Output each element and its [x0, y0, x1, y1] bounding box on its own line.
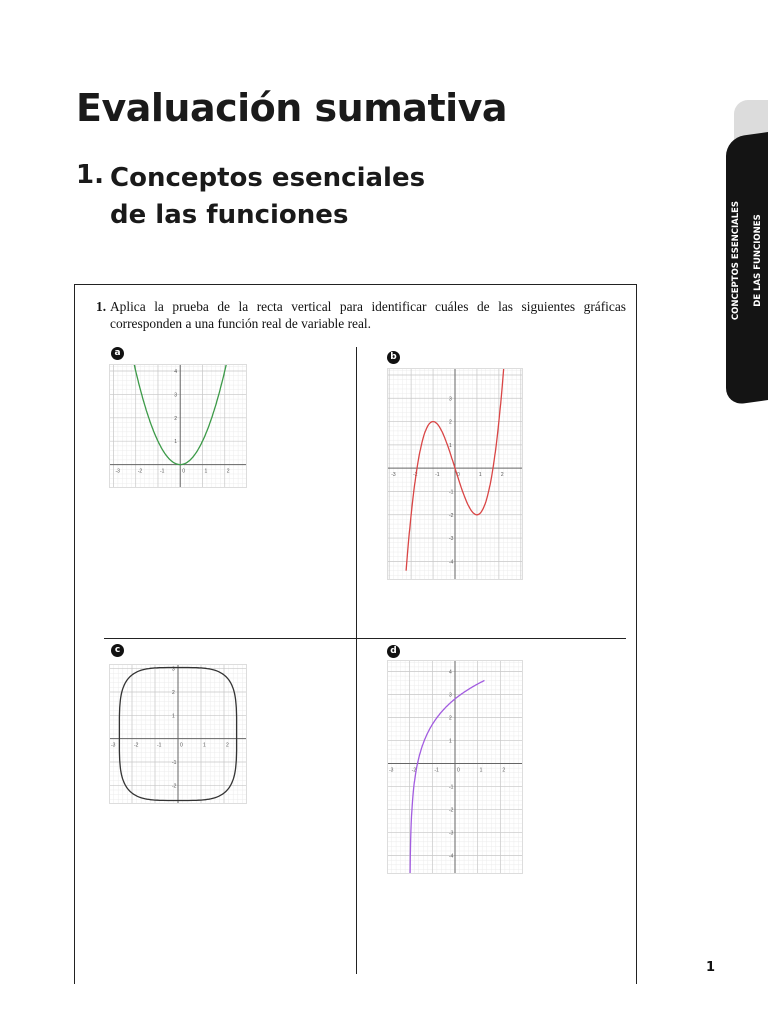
- x-tick-label: -3: [115, 468, 120, 475]
- x-tick-label: -2: [411, 767, 417, 774]
- grid-divider-horizontal: [104, 638, 626, 639]
- x-tick-label: 0: [457, 472, 460, 479]
- x-tick-label: 2: [226, 742, 229, 749]
- page-number: 1: [706, 960, 716, 975]
- y-tick-label: 4: [449, 669, 452, 676]
- question-number: 1.: [96, 299, 107, 314]
- y-tick-label: -3: [449, 830, 454, 837]
- section-number: 1.: [76, 160, 104, 190]
- side-tab-label: [727, 180, 768, 340]
- y-tick-label: -4: [449, 559, 454, 566]
- y-tick-label: -2: [449, 807, 454, 814]
- x-tick-label: 1: [479, 767, 483, 774]
- x-tick-label: -1: [159, 468, 165, 475]
- y-tick-label: -2: [449, 512, 454, 519]
- x-tick-label: -2: [137, 468, 143, 475]
- x-tick-label: 0: [457, 767, 460, 774]
- x-tick-label: 0: [180, 742, 183, 749]
- y-tick-label: 3: [449, 396, 452, 403]
- y-tick-label: 1: [449, 442, 452, 449]
- x-tick-label: -3: [111, 742, 116, 749]
- y-tick-label: -2: [172, 783, 177, 790]
- y-tick-label: 1: [449, 738, 452, 745]
- y-tick-label: 2: [172, 690, 175, 696]
- y-tick-label: -1: [449, 489, 454, 496]
- x-tick-label: 1: [204, 468, 208, 475]
- x-tick-label: -2: [413, 472, 418, 479]
- y-tick-label: -4: [449, 853, 454, 860]
- x-tick-label: -2: [134, 742, 139, 749]
- panel-c-label: c: [111, 644, 124, 657]
- x-tick-label: 2: [226, 468, 230, 475]
- panel-d-label: d: [387, 645, 400, 658]
- y-tick-label: 3: [172, 666, 175, 673]
- y-tick-label: 2: [449, 419, 452, 426]
- y-tick-label: 3: [174, 392, 178, 399]
- y-tick-label: -3: [449, 536, 454, 543]
- graph-b: [387, 368, 523, 580]
- y-tick-label: 2: [449, 715, 452, 722]
- x-tick-label: -3: [389, 767, 394, 774]
- section-title: Conceptos esenciales de las funciones: [110, 163, 426, 230]
- panel-a-label: a: [111, 347, 124, 360]
- x-tick-label: 0: [182, 468, 186, 475]
- panel-b-label: b: [387, 351, 400, 364]
- y-tick-label: 2: [174, 415, 178, 422]
- x-tick-label: 1: [203, 742, 206, 749]
- y-tick-label: 4: [174, 369, 178, 376]
- y-tick-label: -1: [172, 760, 177, 766]
- graph-c: [109, 664, 247, 804]
- x-tick-label: 2: [502, 767, 506, 774]
- y-tick-label: 3: [449, 692, 452, 699]
- x-tick-label: -1: [157, 742, 162, 749]
- question-text: Aplica la prueba de la recta vertical para identificar cuáles de las siguientes gráficas corresponden a una función real de variable real.: [110, 299, 626, 331]
- side-tab-line-2: DE LAS FUNCIONES: [753, 213, 764, 307]
- x-tick-label: 2: [500, 472, 504, 479]
- x-tick-label: 1: [478, 472, 482, 479]
- graph-d: [387, 660, 523, 874]
- x-tick-label: -1: [435, 472, 440, 479]
- y-tick-label: -1: [449, 784, 454, 791]
- graph-a: [109, 364, 247, 488]
- side-tab-line-1: CONCEPTOS ESENCIALES: [731, 200, 742, 320]
- y-tick-label: 1: [174, 439, 178, 446]
- y-tick-label: 1: [172, 713, 175, 720]
- x-tick-label: -3: [391, 472, 396, 479]
- x-tick-label: -1: [434, 767, 439, 774]
- question: [96, 298, 626, 332]
- grid-divider-vertical: [356, 347, 357, 974]
- page-title: Evaluación sumativa: [76, 86, 508, 130]
